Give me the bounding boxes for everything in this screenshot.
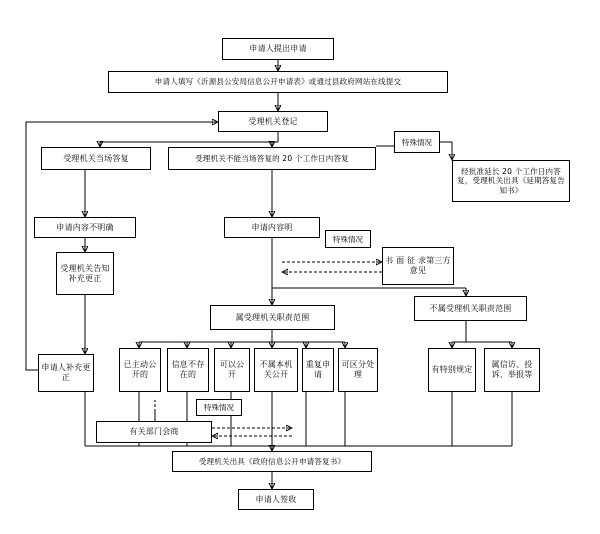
node-onsite-reply[interactable]: 受理机关当场答复 [41,147,151,170]
node-extended-reply-notice[interactable]: 经批准延长 20 个工作日内答复，受理机关出具《延期答复告知书》 [452,160,570,202]
node-20-workday-reply[interactable]: 受理机关不能当场答复的 20 个工作日内答复 [168,147,376,170]
node-repeat-application[interactable]: 重复申请 [302,348,334,392]
node-notify-supplement[interactable]: 受理机关告知补充更正 [56,252,114,295]
node-within-duty-scope[interactable]: 属受理机关职责范围 [210,305,335,330]
annotation-special-case-2: 特殊情况 [325,230,371,248]
node-special-regulation[interactable]: 有特别规定 [428,348,476,392]
node-applicant-submit[interactable]: 申请人提出申请 [222,38,334,60]
node-reply-document[interactable]: 受理机关出具《政府信息公开申请答复书》 [172,451,372,472]
annotation-special-case-1: 特殊情况 [394,131,440,153]
node-applicant-supplement[interactable]: 申请人补充更正 [38,354,94,392]
node-content-unclear[interactable]: 申请内容不明确 [34,217,136,238]
node-already-published[interactable]: 已主动公开的 [119,348,161,392]
node-content-clear[interactable]: 申请内容明 [224,217,320,238]
node-can-publish[interactable]: 可以公开 [214,348,250,392]
node-info-not-exist[interactable]: 信息不存在的 [167,348,209,392]
node-petition-complaint[interactable]: 属信访、投诉、举报等 [484,348,540,392]
node-not-this-agency[interactable]: 不属本机关公开 [254,348,298,392]
node-fill-application-form[interactable]: 申请人填写《沂源县公安局信息公开申请表》或通过县政府网站在线提交 [108,71,448,93]
node-separable-handling[interactable]: 可区分处理 [338,348,378,392]
annotation-special-case-3: 特殊情况 [196,399,242,416]
node-registration[interactable]: 受理机关登记 [218,111,328,132]
node-third-party-opinion[interactable]: 书 面 征 求第三方意见 [382,247,454,285]
node-applicant-receipt[interactable]: 申请人签收 [238,489,314,510]
node-outside-duty-scope[interactable]: 不属受理机关职责范围 [414,296,527,321]
node-department-consultation[interactable]: 有关部门会商 [96,421,212,443]
